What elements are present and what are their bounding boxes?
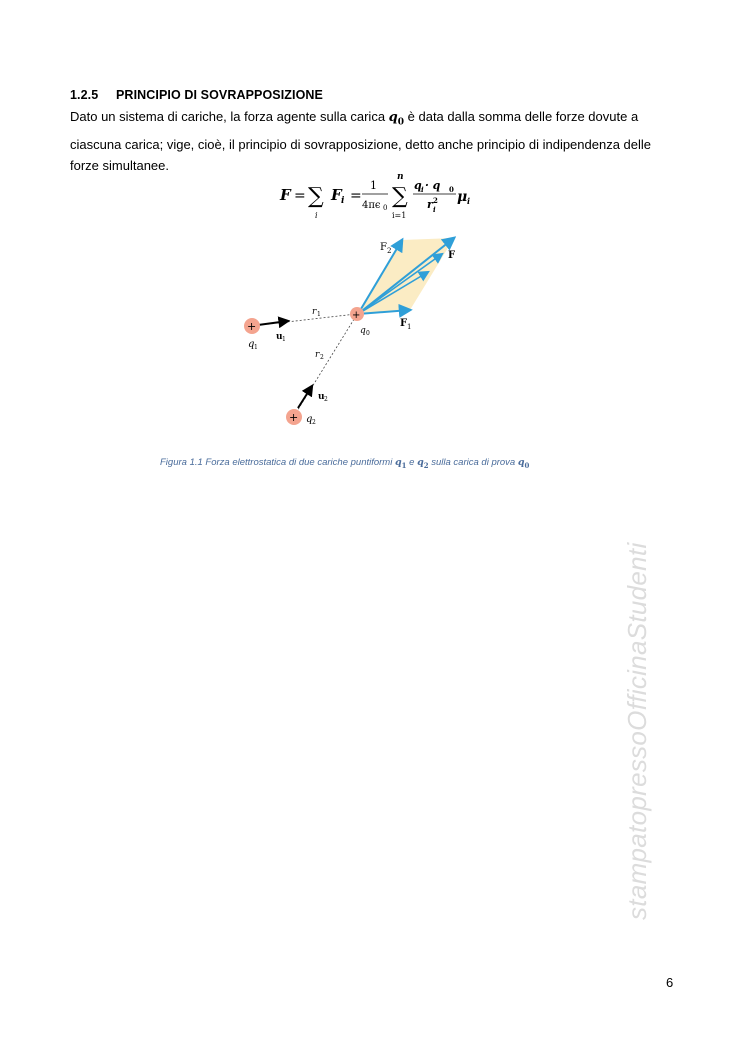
- formula-term-sub: i: [341, 196, 345, 206]
- charge-q1-sign: +: [247, 320, 257, 333]
- label-f: F: [448, 250, 456, 261]
- formula-lhs: F: [280, 186, 291, 204]
- label-q0: q: [360, 326, 366, 336]
- label-u1-sub: 1: [282, 336, 286, 343]
- section-heading: [70, 88, 323, 102]
- formula-term: F: [331, 186, 342, 204]
- svg-text:∑: ∑: [392, 184, 408, 209]
- formula-coef-num: 1: [370, 179, 377, 192]
- unit-vector-u2: [298, 386, 312, 408]
- caption-symbol-q0: $q_0$: [517, 457, 530, 470]
- caption-symbol-q2: $q_2$: [417, 457, 429, 470]
- figure-caption: [160, 457, 590, 470]
- paragraph-text-1: Dato un sistema di cariche, la forza agente sulla carica: [70, 109, 389, 124]
- label-f2: F: [380, 242, 387, 253]
- formula-sum-index: i: [315, 211, 318, 220]
- svg-text:=: =: [350, 188, 362, 204]
- label-u2-sub: 2: [324, 396, 328, 403]
- label-r1-sub: 1: [317, 311, 321, 318]
- formula-frac-num-sub1: i: [421, 185, 424, 194]
- superposition-formula: [276, 170, 476, 226]
- label-u1: u: [276, 332, 283, 342]
- page-number: 6: [666, 975, 674, 990]
- section-number: 1.2.5: [70, 88, 99, 102]
- paragraph-text-2: è data dalla somma delle forze dovute a ciascuna carica; vige, cioè, il principio di sovrapposizione, detto anche principio di indipendenza delle forze simultanee.: [70, 109, 652, 173]
- force-diagram: [232, 232, 472, 432]
- section-title: PRINCIPIO DI SOVRAPPOSIZIONE: [116, 88, 323, 102]
- formula-frac-num: q: [414, 179, 422, 192]
- label-q1-sub: 1: [254, 344, 258, 351]
- formula-unit-sub: i: [467, 196, 471, 206]
- label-r1: r: [312, 307, 317, 317]
- label-q0-sub: 0: [366, 330, 370, 337]
- svg-text:∑: ∑: [308, 184, 324, 209]
- charge-symbol: $q_0$: [388, 110, 405, 128]
- caption-text-2: e: [406, 457, 418, 468]
- formula-coef-den-sub: 0: [383, 204, 388, 212]
- svg-text:=: =: [294, 188, 306, 204]
- label-r2-sub: 2: [320, 354, 324, 361]
- formula-frac-num-sub2: 0: [449, 185, 454, 194]
- formula-frac-den-sub: i: [433, 205, 436, 214]
- formula-frac-den: r: [427, 198, 433, 211]
- formula-unit: μ: [457, 189, 468, 205]
- caption-symbol-q1: $q_1$: [394, 457, 407, 470]
- formula-upper-limit: n: [397, 172, 404, 182]
- charge-q2-sign: +: [289, 411, 299, 424]
- label-q1: q: [248, 339, 255, 350]
- watermark: stampatopressoOfficinaStudenti: [622, 542, 652, 920]
- label-q2: q: [306, 414, 313, 425]
- label-q2-sub: 2: [312, 419, 316, 426]
- unit-vector-u1: [258, 321, 288, 325]
- caption-text-3: sulla carica di prova: [428, 457, 518, 468]
- formula-coef-den: 4πϵ: [362, 200, 381, 211]
- formula-lower-limit: i=1: [392, 211, 407, 220]
- label-u2: u: [318, 392, 325, 402]
- label-f1: F: [400, 318, 408, 329]
- label-f1-sub: 1: [407, 323, 412, 331]
- body-paragraph: [70, 106, 682, 176]
- label-f2-sub: 2: [387, 247, 392, 255]
- caption-text-1: Figura 1.1 Forza elettrostatica di due cariche puntiformi: [160, 457, 395, 468]
- charge-q0-sign: +: [352, 310, 361, 321]
- formula-frac-den-sup: 2: [433, 196, 438, 205]
- formula-frac-num-dot: · q: [425, 179, 441, 192]
- label-r2: r: [315, 350, 320, 360]
